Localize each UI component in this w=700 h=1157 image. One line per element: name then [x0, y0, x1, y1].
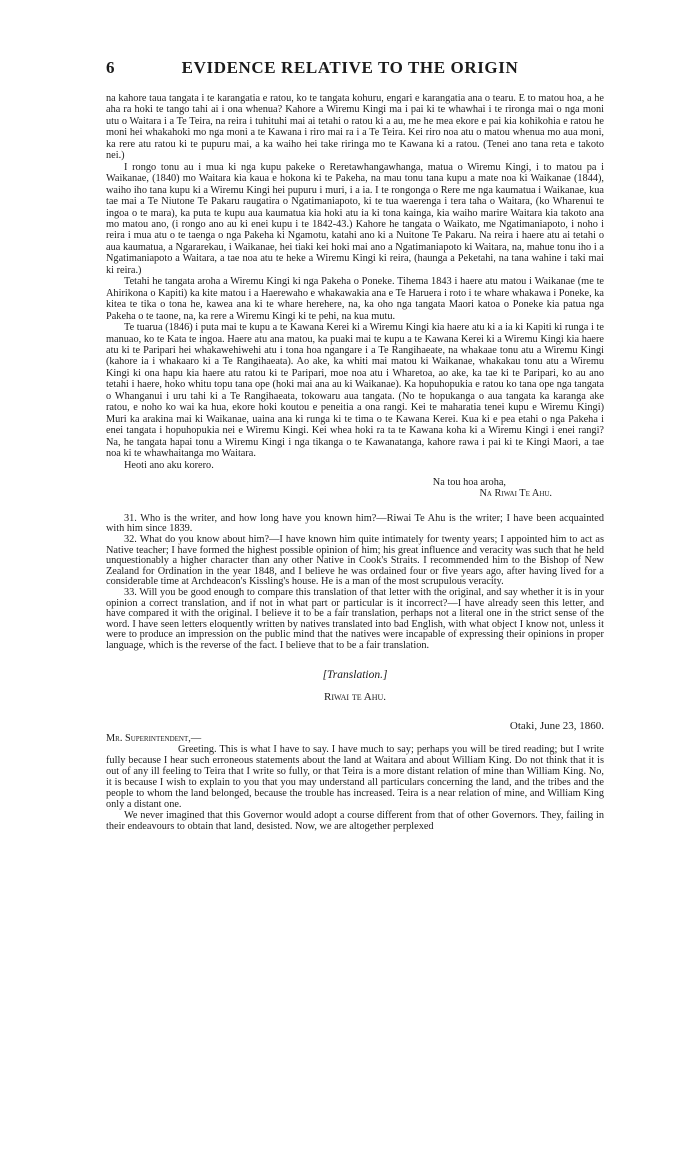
page-header	[0, 58, 700, 82]
maori-letter	[106, 93, 604, 500]
evidence-section	[106, 514, 604, 652]
translation-paragraph: Greeting. This is what I have to say. I have much to say; perhaps you will be tired reading; but I write fully because I hear such erroneous statements about the land at Waitara and about William King. Do not think that it is out of any ill feeling to Teira that I write so fully, or that Teira is a more distant relation of mine than William King. No, it is because I wish to explain to you that you may understand all particulars concerning the land, and the tribes and the people to whom the land belonged, because the trouble has increased. Teira is a near relation of mine, and William King only a distant one.	[106, 743, 604, 810]
translation-paragraph: We never imagined that this Governor would adopt a course different from that of other Governors. They, failing in their endeavours to obtain that land, desisted. Now, we are altogether perplexed	[106, 809, 604, 832]
page-body	[106, 93, 604, 832]
maori-paragraph: na kahore taua tangata i te karangatia e ratou, ko te tangata kohuru, engari e karangatia ana o tearu. E to matou hoa, a he aha ra hoki te tango tahi ai i ona whenua? Kahore a Wiremu Kingi ma i pai ki te whawhai i te rironga mai o nga moni utu o Waitara i a Te Teira, na reira i tuhituhi mai ai tetahi o ratou ki a au, me he mea ekore e pai kia kohikohia e ratou he moni hei whakahoki mo nga moni a te Kawana i riro mai ra i a Te Teira. Kei riro noa atu o matou whenua mo aua moni, ka rere atu ratou ki te pupuru mai, a ka waiho hei take riringa mo te Kawana ki a ratou. (Tenei ano tana reta e takoto nei.)	[106, 93, 604, 162]
translation-salutation: Mr. Superintendent,—	[106, 732, 202, 744]
maori-paragraph: Te tuarua (1846) i puta mai te kupu a te Kawana Kerei ki a Wiremu Kingi kia haere atu ki a ia ki Kapiti ki runga i te manuao, ko te Kata te ingoa. Haere atu ana matou, ka puaki mai te kupu a te Kawana Kerei ki a Wiremu Kingi kia haere atu ki te Paripari hei whakawehiwehi atu i tona hoa ngangare i a Te Rangihaeate, na whakaae tonu atu a Wiremu Kingi (kahore ia i whakaaro ki a Te Rangihaeata). Ao ake, ka whiti mai matou ki Waikanae, whakakau tonu atu a Wiremu Kingi ki ona hapu kia haere atu ratou ki te Paripari, moe noa atu i Wharetoa, ao ake, ka tae ki te Paripari, ko au ano tetahi i haere, hoko whitu topu tana ope (hoki mai ana au ki Waikanae). Ka hopuhopukia e ratou ko tana ope nga tangata o Whanganui i uru tahi ki a Te Rangihaeata, tokowaru aua tangata. (No te hopukanga o aua tangata ka karanga ake ratou, e noho ko wai ka hua, ekore hoki koutou e peneitia a ona rangi. Kei te maharatia tenei kupu e Wiremu Kingi) Muri ka arakina mai ki Waikanae, uaina ana ki runga ki te tima o te Kawana Kerei. Kua ki e pea etahi o nga Pakeha i enei tangata i hopuhopukia nei e Wiremu Kingi. Kei whea hoki ra ta te Kawana koha ki a Wiremu Kingi i enei rangi? Na, he tangata hapai tonu a Wiremu Kingi i nga tikanga o te Kawanatanga, kahore rawa i pai ki te Kingi Maori, a tae noa ki te whawhaitanga mo Waitara.	[106, 322, 604, 460]
page-number: 6	[106, 58, 115, 77]
translation-dateline: Otaki, June 23, 1860.	[509, 720, 604, 733]
letter-signature: Na Riwai Te Ahu.	[479, 488, 552, 500]
question-33: 33. Will you be good enough to compare this translation of that letter with the original, and say whether it is in your opinion a correct translation, and if not in what part or particular is it incorrect?—I have already seen this letter, and have compared it with the original. I believe it to be a fair translation, perhaps not a literal one in the strict sense of the word. I have seen letters eloquently written by natives translated into bad English, with what object I know not, unless it were to produce an impression on the public mind that the natives were incapable of expressing their opinions in proper language, which is the reverse of the fact. I believe that to be a fair translation.	[106, 587, 604, 651]
maori-paragraph: Tetahi he tangata aroha a Wiremu Kingi ki nga Pakeha o Poneke. Tihema 1843 i haere atu matou i Waikanae (me te Ahirikona o Kapiti) ka kite matou i a Haerewaho e whakawakia ana e Te Haruera i roto i te whare whakawa i Poneke, ka kitea te tika o tona he, kawea ana ki te whare herehere, na, ka oho nga tangata Maori katoa o Poneke kia patua nga Pakeha o te taone, na, ka rere a Wiremu Kingi ki te pehi, na kua mutu.	[106, 276, 604, 322]
running-title: EVIDENCE RELATIVE TO THE ORIGIN	[181, 58, 519, 77]
letter-closing: Na tou hoa aroha,	[432, 476, 506, 488]
question-31: 31. Who is the writer, and how long have you known him?—Riwai Te Ahu is the writer; I have been acquainted with him since 1839.	[106, 512, 604, 535]
maori-paragraph: Heoti ano aku korero.	[124, 459, 214, 471]
question-32: 32. What do you know about him?—I have known him quite intimately for twenty years; I appointed him to act as Native teacher; I have formed the highest possible opinion of him; his great influence and veracity was such that he held unquestionably a higher character than any other Native in Cook's Straits. I recommended him to the Bishop of New Zealand for Ordination in the year 1848, and I believe he was ordained four or five years ago, after having lived for a considerable time at Archdeacon's Kissling's house. He is a man of the most scrupulous veracity.	[106, 534, 604, 588]
translation-section	[106, 670, 604, 832]
translation-heading: [Translation.]	[322, 668, 388, 681]
maori-paragraph: I rongo tonu au i mua ki nga kupu pakeke o Reretawhangawhanga, matua o Wiremu Kingi, i to matou pa i Waikanae, (1840) mo Waitara kia kaua e hokona ki te Pakeha, na mau tonu tana kupu a mate noa ki Waikanae (1844), waiho iho tana kupu ki a Wiremu Kingi hei pupuru i muri, i a ia. I te rongonga o Rere me nga kaumatua i Waikanae, kua tae mai a Te Niutone Te Pakaru raugatira o Ngatimaniapoto, ki te tua waerenga i tera taha o Waitara, (ko Wharenui te ingoa o te mara), ka puta te kupu aua kaumatua kia hoki atu ia ki tona kainga, kia waiho marire Waitara kia takoto ana mo matou ano, (i rongo ano au ki enei kupu i te 1842-43.) Kahore he tangata o Waikato, me Ngatimaniapoto, i noho i reira i mua atu o te taenga o nga Pakeha ki Ngamotu, katahi ano ki a Nuitone Te Pakaru. Na reira i haere atu ai tetahi o aua kaumatua, a Ngararekau, i Waikanae, hei tiaki kei hoki mai ano a Ngatimaniapoto ki Waitara, na, mahue tonu iho i a Ngatimaniapoto a Waitara, a tae noa atu te heke a Wiremu Kingi ki reira, (haunga a Peketahi, na tana wahine i taki mai ki reira.)	[106, 161, 604, 276]
translation-writer: Riwai te Ahu.	[323, 691, 387, 704]
